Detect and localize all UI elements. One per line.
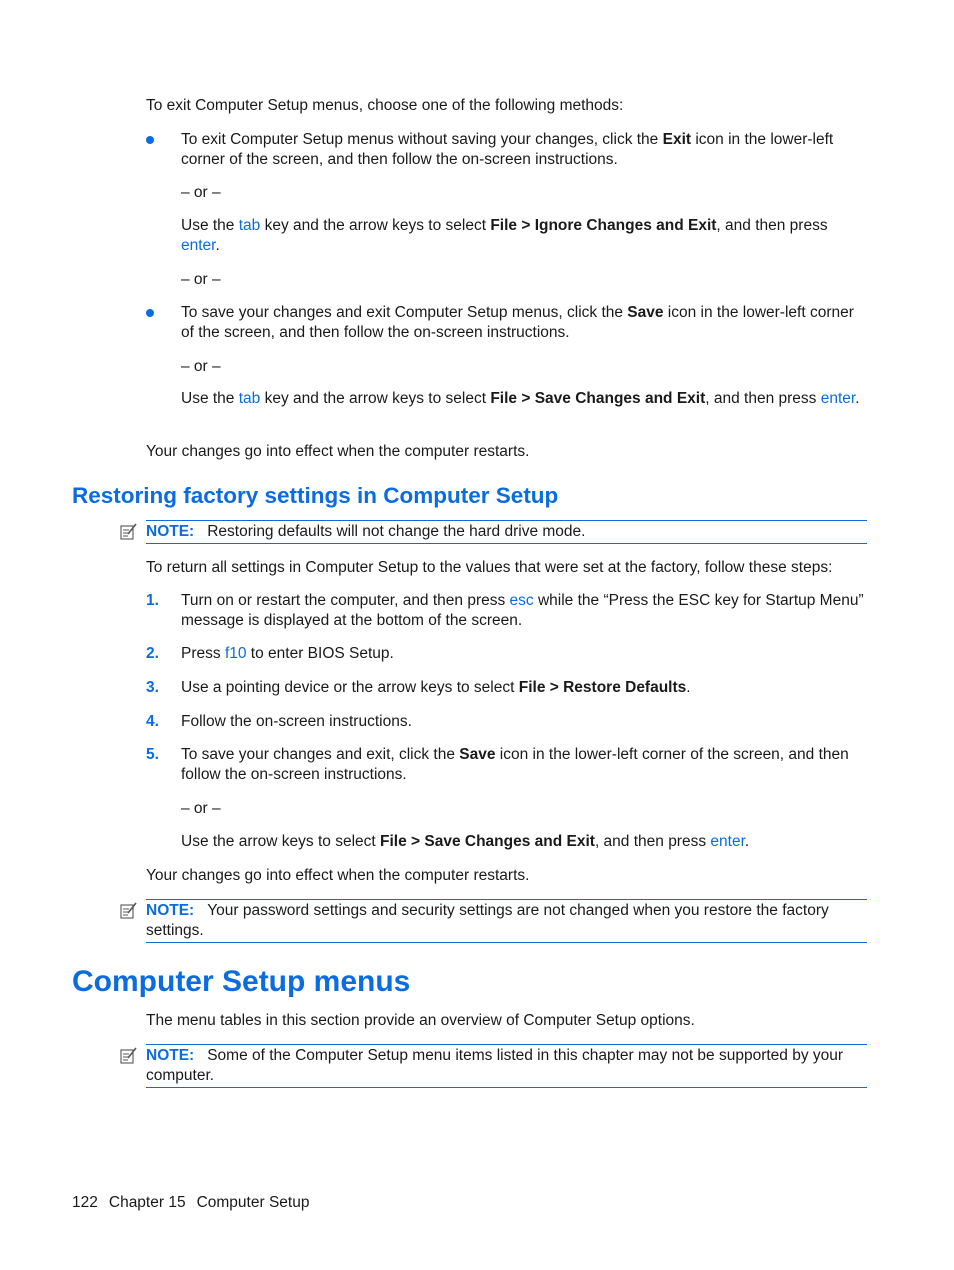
note-text: Some of the Computer Setup menu items listed in this chapter may not be supported by your computer.	[146, 1047, 844, 1084]
or-separator: – or –	[181, 184, 221, 201]
step-4: Follow the on-screen instructions.	[181, 713, 412, 730]
bullet-dot	[146, 309, 154, 317]
note-label: NOTE:	[146, 1047, 195, 1064]
footer-chapter: Chapter 15	[108, 1194, 186, 1211]
footer-title: Computer Setup	[196, 1194, 310, 1211]
note-text: Your password settings and security settings are not changed when you restore the factory settings.	[146, 902, 829, 939]
or-separator: – or –	[181, 800, 221, 817]
note-pencil-icon	[120, 902, 138, 920]
menus-intro: The menu tables in this section provide an overview of Computer Setup options.	[146, 1012, 695, 1029]
intro-text: To exit Computer Setup menus, choose one of the following methods:	[146, 97, 624, 114]
or-separator: – or –	[181, 358, 221, 375]
alt-ignore-changes: Use the tab key and the arrow keys to select File > Ignore Changes and Exit, and then press enter.	[181, 217, 828, 254]
step-number: 1.	[146, 592, 159, 609]
step-number: 4.	[146, 713, 159, 730]
step-number: 2.	[146, 645, 159, 662]
note-box	[146, 899, 867, 943]
step-2: Press f10 to enter BIOS Setup.	[181, 645, 394, 662]
section-heading: Restoring factory settings in Computer Setup	[72, 483, 559, 508]
effect-text: Your changes go into effect when the computer restarts.	[146, 867, 530, 884]
bullet-dot	[146, 136, 154, 144]
steps-intro: To return all settings in Computer Setup to the values that were set at the factory, follow these steps:	[146, 559, 833, 576]
note-pencil-icon	[120, 1047, 138, 1065]
step-5: To save your changes and exit, click the Save icon in the lower-left corner of the screen, and then follow the on-screen instructions.	[181, 746, 849, 783]
note-label: NOTE:	[146, 523, 195, 540]
alt-arrow-keys: Use the arrow keys to select File > Save Changes and Exit, and then press enter.	[181, 833, 750, 850]
alt-save-changes: Use the tab key and the arrow keys to select File > Save Changes and Exit, and then press enter.	[181, 390, 860, 407]
note-text: Restoring defaults will not change the hard drive mode.	[207, 523, 586, 540]
page-footer	[72, 1193, 320, 1213]
bullet-exit-without-saving: To exit Computer Setup menus without saving your changes, click the Exit icon in the lower-left corner of the screen, and then follow the on-screen instructions.	[181, 131, 834, 168]
bullet-save-and-exit: To save your changes and exit Computer Setup menus, click the Save icon in the lower-left corner of the screen, and then follow the on-screen instructions.	[181, 304, 854, 341]
page-number: 122	[72, 1194, 98, 1211]
step-number: 5.	[146, 746, 159, 763]
effect-text: Your changes go into effect when the computer restarts.	[146, 443, 530, 460]
note-box	[146, 520, 867, 544]
note-label: NOTE:	[146, 902, 195, 919]
chapter-heading: Computer Setup menus	[72, 965, 411, 998]
note-box	[146, 1044, 867, 1088]
step-3: Use a pointing device or the arrow keys to select File > Restore Defaults.	[181, 679, 691, 696]
or-separator: – or –	[181, 271, 221, 288]
step-number: 3.	[146, 679, 159, 696]
note-pencil-icon	[120, 523, 138, 541]
step-1: Turn on or restart the computer, and then press esc while the “Press the ESC key for Startup Menu” message is displayed at the bottom of the screen.	[181, 592, 864, 629]
